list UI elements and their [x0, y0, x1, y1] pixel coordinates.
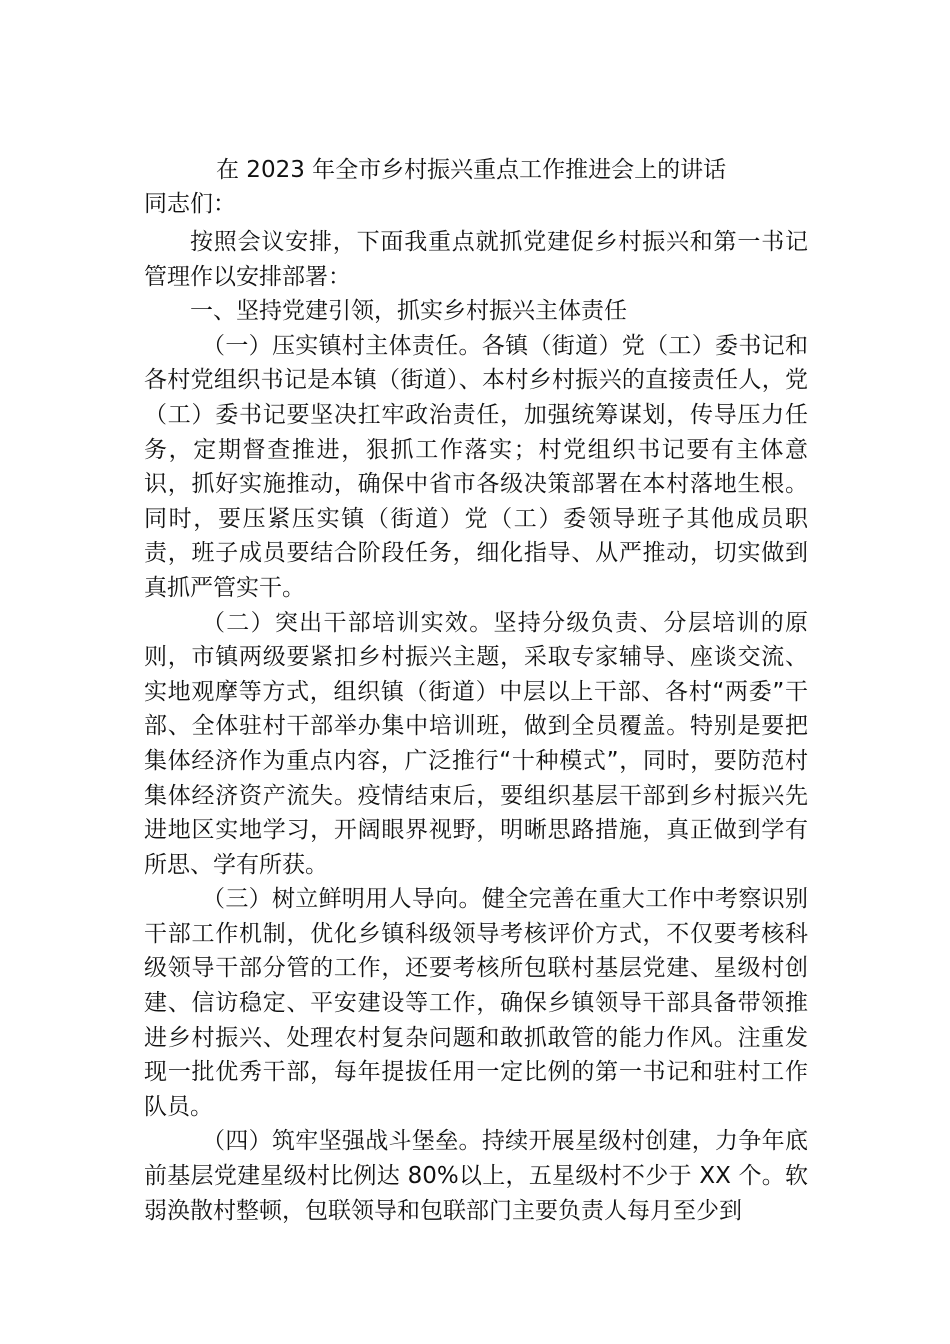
section-heading: 一、坚持党建引领，抓实乡村振兴主体责任: [190, 298, 627, 325]
document-title: 在 2023 年全市乡村振兴重点工作推进会上的讲话: [216, 157, 727, 183]
paragraph-2: （二）突出干部培训实效。坚持分级负责、分层培训的原则，市镇两级要紧扣乡村振兴主题，采取专家辅导、座谈交流、实地观摩等方式，组织镇（街道）中层以上干部、各村“两委”干部、全体驻村干部举办集中培训班，做到全员覆盖。特别是要把集体经济作为重点内容，广泛推行“十种模式”，同时，要防范村集体经济资产流失。疫情结束后，要组织基层干部到乡村振兴先进地区实地学习，开阔眼界视野，明晰思路措施，真正做到学有所思、学有所获。: [144, 609, 808, 878]
opening-paragraph: 按照会议安排，下面我重点就抓党建促乡村振兴和第一书记管理作以安排部署：: [144, 229, 808, 290]
document-body: [144, 153, 808, 1228]
paragraph-1: （一）压实镇村主体责任。各镇（街道）党（工）委书记和各村党组织书记是本镇（街道）、本村乡村振兴的直接责任人，党（工）委书记要坚决扛牢政治责任，加强统筹谋划，传导压力任务，定期督查推进，狠抓工作落实；村党组织书记要有主体意识，抓好实施推动，确保中省市各级决策部署在本村落地生根。同时，要压紧压实镇（街道）党（工）委领导班子其他成员职责，班子成员要结合阶段任务，细化指导、从严推动，切实做到真抓严管实干。: [144, 332, 808, 601]
paragraph-4: （四）筑牢坚强战斗堡垒。持续开展星级村创建，力争年底前基层党建星级村比例达 80%以上，五星级村不少于 XX 个。软弱涣散村整顿，包联领导和包联部门主要负责人每月至少到: [144, 1128, 808, 1224]
salutation: 同志们：: [144, 191, 236, 217]
paragraph-3: （三）树立鲜明用人导向。健全完善在重大工作中考察识别干部工作机制，优化乡镇科级领导考核评价方式，不仅要考核科级领导干部分管的工作，还要考核所包联村基层党建、星级村创建、信访稳定、平安建设等工作，确保乡镇领导干部具备带领推进乡村振兴、处理农村复杂问题和敢抓敢管的能力作风。注重发现一批优秀干部，每年提拔任用一定比例的第一书记和驻村工作队员。: [144, 886, 808, 1120]
